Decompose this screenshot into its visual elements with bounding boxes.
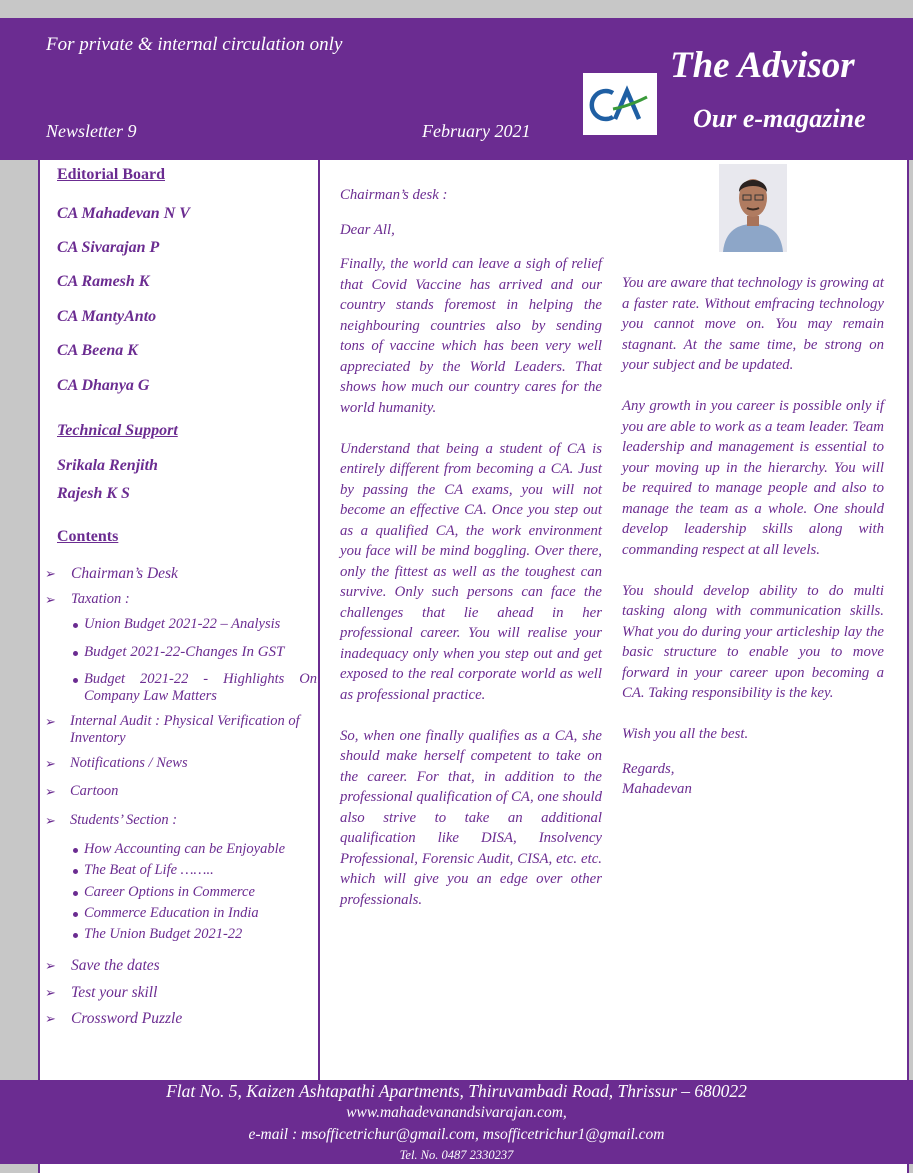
editor-name: CA Dhanya G <box>57 377 150 394</box>
toc-tax-item: Budget 2021-22 - Highlights On Company Law Matters <box>84 671 317 704</box>
article-paragraph: Finally, the world can leave a sigh of relief that Covid Vaccine has arrived and our country stands foremost in helping the neighbouring countries also by sending tons of vaccine which has been very well appreciated by the World Leaders. That shows how much our country cares for the world humanity. <box>340 256 602 416</box>
article-column-2 <box>622 273 884 800</box>
article-paragraph: You are aware that technology is growing at a faster rate. Without emfracing technology you cannot move on. You may remain stagnant. At the same time, be strong on your subject and be updated. <box>622 275 884 373</box>
chairman-photo <box>719 164 787 252</box>
article-heading: Chairman’s desk : <box>340 187 448 203</box>
article-paragraph: Wish you all the best. <box>622 726 749 742</box>
editor-name: CA Ramesh K <box>57 273 150 290</box>
footer-phone: Tel. No. 0487 2330237 <box>399 1148 514 1162</box>
editor-name: CA Mahadevan N V <box>57 205 190 222</box>
toc-notifications: Notifications / News <box>70 755 188 771</box>
newsletter-number: Newsletter 9 <box>46 121 137 141</box>
arrow-bullet-icon: ➢ <box>45 1012 56 1027</box>
article-paragraph: You should develop ability to do multi tasking along with communication skills. What you do during your articleship lay the basic structure to enable you to move forward in your career upon becoming a CA. Taking responsibility is the key. <box>622 582 884 701</box>
footer-banner <box>0 1080 913 1164</box>
toc-student-item: Commerce Education in India <box>84 905 259 921</box>
ca-logo <box>583 73 657 135</box>
toc-tax-item: Union Budget 2021-22 – Analysis <box>84 616 281 632</box>
editor-name: CA Beena K <box>57 342 138 359</box>
article-paragraph: Any growth in you career is possible only if you are able to work as a team leader. Team leadership and management is essential to your moving up in the hierarchy. You will be required to manage people and also to manage the team as a whole. One should develop leadership skills along with commanding respect at all levels. <box>622 398 884 558</box>
support-name: Rajesh K S <box>57 485 130 502</box>
article-column-1 <box>340 185 602 931</box>
toc-student-item: How Accounting can be Enjoyable <box>84 841 286 857</box>
bullet-icon <box>73 933 78 938</box>
toc-tax-item: Budget 2021-22-Changes In GST <box>84 644 285 660</box>
arrow-bullet-icon: ➢ <box>45 715 56 730</box>
toc-test-skill: Test your skill <box>71 984 158 1001</box>
toc-crossword: Crossword Puzzle <box>71 1010 183 1027</box>
toc-students-section: Students’ Section : <box>70 812 178 828</box>
issue-date: February 2021 <box>422 121 531 141</box>
editor-name: CA MantyAnto <box>57 308 157 325</box>
toc-taxation: Taxation : <box>71 591 130 607</box>
article-greeting: Dear All, <box>340 221 395 238</box>
toc-cartoon: Cartoon <box>70 783 119 799</box>
bullet-icon <box>73 678 78 683</box>
toc-chairmans-desk: Chairman’s Desk <box>71 565 178 582</box>
editorial-board-heading: Editorial Board <box>57 166 166 183</box>
arrow-bullet-icon: ➢ <box>45 757 56 772</box>
bullet-icon <box>73 891 78 896</box>
toc-student-item: Career Options in Commerce <box>84 884 255 900</box>
technical-support-heading: Technical Support <box>57 422 178 439</box>
arrow-bullet-icon: ➢ <box>45 593 56 608</box>
article-paragraph: Understand that being a student of CA is entirely different from becoming a CA. Just by passing the CA exams, you will not become an effective CA. Once you step out as a qualified CA, the work environment you face will be mind boggling. Over there, only the fittest as well as the toughest can survive. Only such persons can face the challenges that lie ahead in her professional career. You will realise your inadequacy only when you step out and get exposed to the real corporate world as well as professional practice. <box>340 440 602 703</box>
toc-save-dates: Save the dates <box>71 957 160 974</box>
header-banner <box>0 18 913 160</box>
footer-website[interactable]: www.mahadevanandsivarajan.com, <box>346 1104 567 1121</box>
footer-address: Flat No. 5, Kaizen Ashtapathi Apartments, Thiruvambadi Road, Thrissur – 680022 <box>166 1081 747 1101</box>
arrow-bullet-icon: ➢ <box>45 567 56 582</box>
bullet-icon <box>73 623 78 628</box>
magazine-title: The Advisor <box>670 45 855 86</box>
article-signature: Mahadevan <box>622 781 692 797</box>
article-regards: Regards, <box>622 760 675 777</box>
support-name: Srikala Renjith <box>57 457 158 474</box>
bottom-border <box>38 1164 909 1173</box>
magazine-subtitle: Our e-magazine <box>693 104 866 133</box>
arrow-bullet-icon: ➢ <box>45 814 56 829</box>
arrow-bullet-icon: ➢ <box>45 959 56 974</box>
bullet-icon <box>73 651 78 656</box>
footer-email[interactable]: e-mail : msofficetrichur@gmail.com, msofficetrichur1@gmail.com <box>248 1126 665 1143</box>
article-paragraph: So, when one finally qualifies as a CA, she should make herself competent to take on the career. For that, in addition to the professional qualification of CA, one should also strive to take an additional qualification like DISA, Insolvency Professional, Forensic Audit, CISA, etc. etc. which will give you an edge over other professionals. <box>340 727 602 908</box>
contents-heading: Contents <box>57 528 119 545</box>
editor-name: CA Sivarajan P <box>57 239 160 256</box>
toc-internal-audit: Internal Audit : Physical Verification of Inventory <box>70 713 300 746</box>
circulation-note: For private & internal circulation only <box>46 34 343 55</box>
arrow-bullet-icon: ➢ <box>45 785 56 800</box>
bullet-icon <box>73 848 78 853</box>
toc-student-item: The Union Budget 2021-22 <box>84 926 243 942</box>
arrow-bullet-icon: ➢ <box>45 986 56 1001</box>
bullet-icon <box>73 869 78 874</box>
bullet-icon <box>73 912 78 917</box>
toc-student-item: The Beat of Life …….. <box>84 862 214 878</box>
